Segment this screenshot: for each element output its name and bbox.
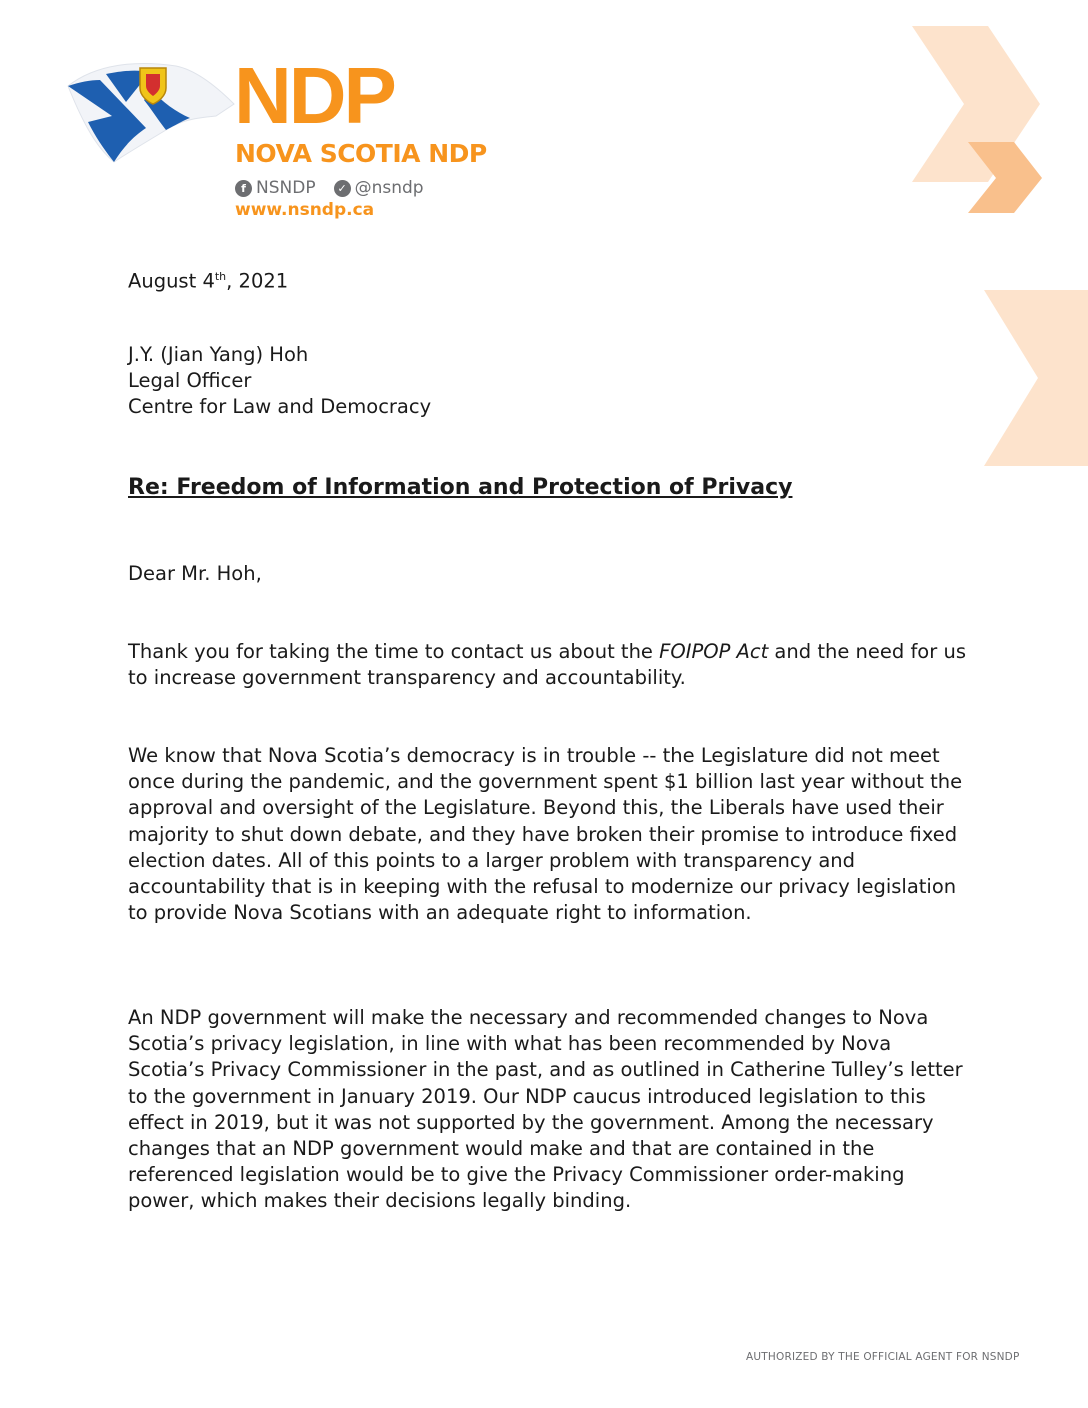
recipient-name: J.Y. (Jian Yang) Hoh [128,343,309,366]
website-link[interactable]: www.nsndp.ca [235,200,375,220]
letter-subject: Re: Freedom of Information and Protection of Privacy [128,475,793,500]
recipient-address [128,342,431,421]
facebook-icon: f [235,180,252,197]
nova-scotia-ndp-wordmark: NOVA SCOTIA NDP [235,139,487,168]
nova-scotia-flag-logo [66,56,236,164]
recipient-organization: Centre for Law and Democracy [128,395,432,419]
facebook-handle: NSNDP [256,178,316,198]
decorative-chevrons [888,0,1088,480]
recipient-title: Legal Officer [128,369,252,393]
twitter-handle: @nsndp [354,178,424,198]
authorization-footer: AUTHORIZED BY THE OFFICIAL AGENT FOR NSNDP [746,1351,1020,1363]
paragraph-2: We know that Nova Scotia’s democracy is in trouble -- the Legislature did not meet once during the pandemic, and the government spent $1 billion last year without the approval and oversight of the Legislature. Beyond this, the Liberals have used their majority to shut down debate, and they have broken their promise to introduce fixed election dates. All of this points to a larger problem with transparency and accountability that is in keeping with the refusal to modernize our privacy legislation to provide Nova Scotians with an adequate right to information. [128,744,963,925]
ndp-wordmark: NDP [234,51,394,140]
social-handles [235,178,424,198]
letter-date: August 4th, 2021 [128,269,289,293]
salutation: Dear Mr. Hoh, [128,562,262,585]
paragraph-3: An NDP government will make the necessary and recommended changes to Nova Scotia’s privacy legislation, in line with what has been recommended by Nova Scotia’s Privacy Commissioner in the past, and as outlined in Catherine Tulley’s letter to the government in January 2019. Our NDP caucus introduced legislation to this effect in 2019, but it was not supported by the government. Among the necessary changes that an NDP government would make and that are contained in the referenced legislation would be to give the Privacy Commissioner order-making power, which makes their decisions legally binding. [128,1006,963,1213]
paragraph-1: Thank you for taking the time to contact us about the FOIPOP Act and the need for us to increase government transparency and accountability. [128,640,966,690]
twitter-icon: ✓ [334,180,351,197]
